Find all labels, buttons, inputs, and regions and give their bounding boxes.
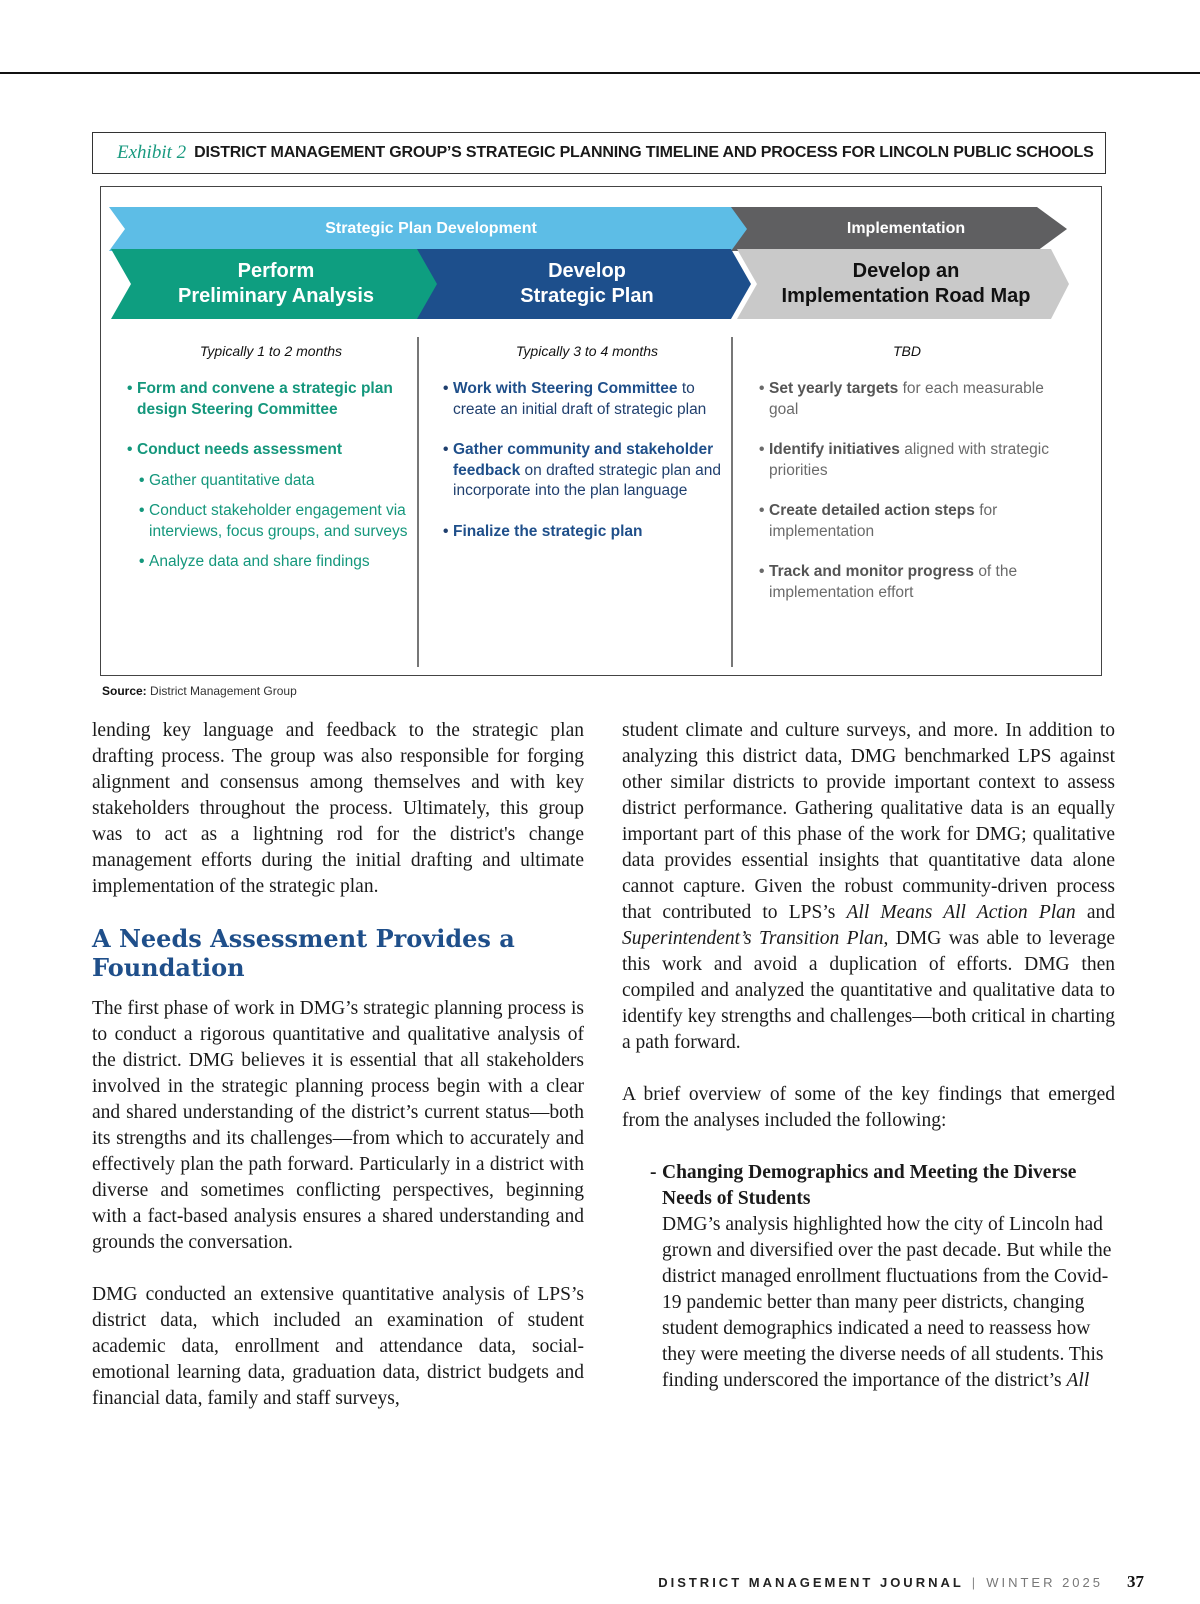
exhibit-title-box (92, 132, 1106, 174)
finding-bullet (650, 1160, 1115, 1394)
list-item: • Conduct needs assessment (127, 440, 409, 461)
bullet-text: DMG’s analysis highlighted how the city of Lincoln had grown and diversified over the past decade. But while the district managed enrollment fluctuations from the Covid-19 pandemic better than many peer districts, changing student demographics indicated a need to reassess how they were meeting the diverse needs of all students. This finding underscored the importance of the district’s All (662, 1214, 1112, 1391)
list-item: • Create detailed action steps for implementation (759, 501, 1059, 542)
stage-3-title-line2: Implementation Road Map (781, 285, 1031, 307)
paragraph: A brief overview of some of the key findings that emerged from the analyses included the following: (622, 1084, 1115, 1131)
stage-2-title (447, 259, 727, 309)
list-item: • Finalize the strategic plan (443, 522, 725, 543)
left-column (92, 718, 584, 1412)
bullet-heading: Changing Demographics and Meeting the Diverse Needs of Students (662, 1162, 1077, 1209)
page-number: 37 (1127, 1572, 1144, 1591)
stage-2-steps (443, 379, 725, 562)
stage-1-title-line1: Perform (237, 260, 315, 282)
stage-1-steps (127, 379, 409, 583)
process-diagram (100, 186, 1102, 676)
top-rule (0, 72, 1200, 74)
stage-3-duration: TBD (893, 343, 921, 359)
list-item: • Identify initiatives aligned with strategic priorities (759, 440, 1059, 481)
list-item: • Gather quantitative data (139, 471, 409, 492)
paragraph: The first phase of work in DMG’s strategic planning process is to conduct a rigorous quantitative and qualitative analysis of the district. DMG believes it is essential that all stakeholders involved in the strategic planning process begin with a clear and shared understanding of the district’s current status—both its strengths and its challenges—from which to accurately and effectively plan the path forward. Particularly in a district with diverse and sometimes conflicting perspectives, beginning with a fact-based analysis ensures a shared understanding and grounds the conversation. (92, 998, 584, 1253)
source-label: Source: (102, 684, 147, 698)
stage-3-steps (759, 379, 1059, 623)
bullet-dash: - (650, 1162, 657, 1183)
right-column (622, 718, 1115, 1394)
stage-2-title-line2: Strategic Plan (520, 285, 654, 307)
column-divider (417, 337, 419, 667)
column-divider (731, 337, 733, 667)
issue-season: WINTER 2025 (986, 1575, 1103, 1590)
list-item: • Work with Steering Committee to create an initial draft of strategic plan (443, 379, 725, 420)
source-note (102, 684, 297, 698)
stage-2-duration: Typically 3 to 4 months (515, 343, 659, 359)
band-implementation-label: Implementation (846, 220, 966, 237)
section-heading: A Needs Assessment Provides a Foundation (92, 924, 515, 982)
list-item: • Gather community and stakeholder feedback on drafted strategic plan and incorporate into the plan language (443, 440, 725, 502)
stage-1-title-line2: Preliminary Analysis (177, 285, 375, 307)
exhibit-title: DISTRICT MANAGEMENT GROUP’S STRATEGIC PLANNING TIMELINE AND PROCESS FOR LINCOLN PUBLIC SCHOOLS (194, 144, 1094, 161)
stage-1-duration: Typically 1 to 2 months (199, 343, 343, 359)
list-item: • Analyze data and share findings (139, 552, 409, 573)
source-text: District Management Group (150, 684, 297, 698)
band-development-label: Strategic Plan Development (325, 220, 537, 237)
list-item: • Conduct stakeholder engagement via interviews, focus groups, and surveys (139, 501, 409, 542)
list-item: • Form and convene a strategic plan design Steering Committee (127, 379, 409, 420)
paragraph: DMG conducted an extensive quantitative analysis of LPS’s district data, which included an examination of student academic data, enrollment and attendance data, social-emotional learning data, graduation data, district budgets and financial data, family and staff surveys, (92, 1284, 584, 1409)
stage-2-title-line1: Develop (548, 260, 626, 282)
stage-3-title (765, 259, 1047, 309)
publication-name: DISTRICT MANAGEMENT JOURNAL (658, 1575, 964, 1590)
list-item: • Track and monitor progress of the implementation effort (759, 562, 1059, 603)
page-footer (658, 1572, 1144, 1592)
stage-1-title (141, 259, 411, 309)
exhibit-label: Exhibit 2 (117, 142, 187, 163)
stage-3-title-line1: Develop an (852, 260, 960, 282)
paragraph: lending key language and feedback to the strategic plan drafting process. The group was also responsible for forging alignment and consensus among themselves and with key stakeholders throughout the process. Ultimately, this group was to act as a lightning rod for the district's change management efforts during the initial drafting and ultimate implementation of the strategic plan. (92, 720, 584, 897)
footer-separator: | (971, 1575, 979, 1590)
list-item: • Set yearly targets for each measurable goal (759, 379, 1059, 420)
paragraph: student climate and culture surveys, and more. In addition to analyzing this district data, DMG benchmarked LPS against other similar districts to provide important context to assess district performance. Gathering qualitative data is an equally important part of this phase of the work for DMG; qualitative data provides essential insights that quantitative data alone cannot capture. Given the robust community-driven process that contributed to LPS’s All Means All Action Plan and Superintendent’s Transition Plan, DMG was able to leverage this work and avoid a duplication of efforts. DMG then compiled and analyzed the quantitative and qualitative data to identify key strengths and challenges—both critical in charting a path forward. (622, 720, 1116, 1053)
